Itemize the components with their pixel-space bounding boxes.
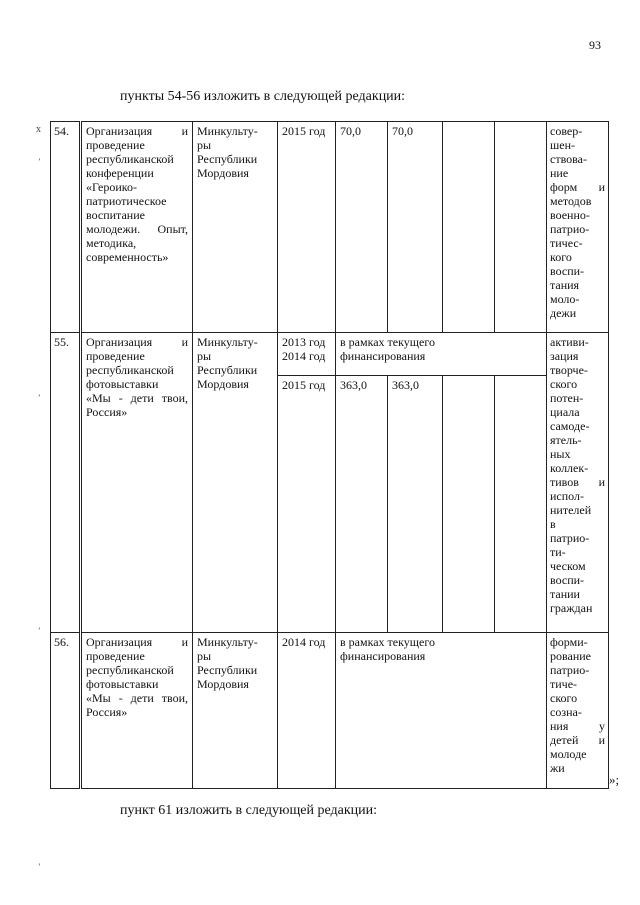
margin-mark: x bbox=[36, 124, 41, 135]
margin-mark: ʼ bbox=[38, 862, 41, 871]
margin-mark: ʼ bbox=[38, 393, 41, 402]
margin-mark: ʼ bbox=[38, 157, 41, 166]
term: 2015 год bbox=[278, 376, 336, 633]
expected-result: форми- рование патрио- тиче- ского созна- ния у детей и молоде жи bbox=[547, 633, 609, 789]
empty-cell bbox=[495, 122, 547, 333]
empty-cell bbox=[443, 122, 495, 333]
table-row bbox=[51, 333, 609, 376]
budget-amount: 70,0 bbox=[388, 122, 443, 333]
intro-text-top: пункты 54-56 изложить в следующей редакции: bbox=[120, 89, 406, 104]
margin-mark: ʼ bbox=[38, 626, 41, 635]
measure-name: Организация и проведение республиканской фотовыставки «Мы - дети твои, Россия» bbox=[81, 633, 193, 789]
total-amount: 363,0 bbox=[336, 376, 388, 633]
measure-name: Организация и проведение республиканской конференции «Героико- патриотическое воспитание молодежи. Опыт, методика, современность» bbox=[81, 122, 193, 333]
table-row bbox=[51, 122, 609, 333]
row-number: 55. bbox=[51, 333, 81, 633]
row-number: 56. bbox=[51, 633, 81, 789]
row-number: 54. bbox=[51, 122, 81, 333]
total-amount: 70,0 bbox=[336, 122, 388, 333]
expected-result: совер- шен- ствова- ние форм и методов военно- патрио- тичес- кого воспи- тания моло- дежи bbox=[547, 122, 609, 333]
term: 2014 год bbox=[278, 633, 336, 789]
page-number: 93 bbox=[589, 38, 601, 52]
expected-result: активи- зация творче- ского потен- циала самоде- ятель- ных коллек- тивов и испол- нителей в патрио- ти- ческом воспи- тании граждан bbox=[547, 333, 609, 633]
closing-quote-mark: »; bbox=[609, 772, 620, 787]
empty-cell bbox=[495, 376, 547, 633]
empty-cell bbox=[443, 376, 495, 633]
executor: Минкульту- ры Республики Мордовия bbox=[193, 122, 278, 333]
table-row bbox=[51, 633, 609, 789]
measure-name: Организация и проведение республиканской фотовыставки «Мы - дети твои, Россия» bbox=[81, 333, 193, 633]
executor: Минкульту- ры Республики Мордовия bbox=[193, 333, 278, 633]
budget-amount: 363,0 bbox=[388, 376, 443, 633]
executor: Минкульту- ры Республики Мордовия bbox=[193, 633, 278, 789]
term: 2015 год bbox=[278, 122, 336, 333]
measures-table bbox=[50, 121, 609, 789]
financing-note: в рамках текущего финансирования bbox=[336, 333, 547, 376]
intro-text-bottom: пункт 61 изложить в следующей редакции: bbox=[120, 803, 377, 818]
financing-note: в рамках текущего финансирования bbox=[336, 633, 547, 789]
term: 2013 год 2014 год bbox=[278, 333, 336, 376]
